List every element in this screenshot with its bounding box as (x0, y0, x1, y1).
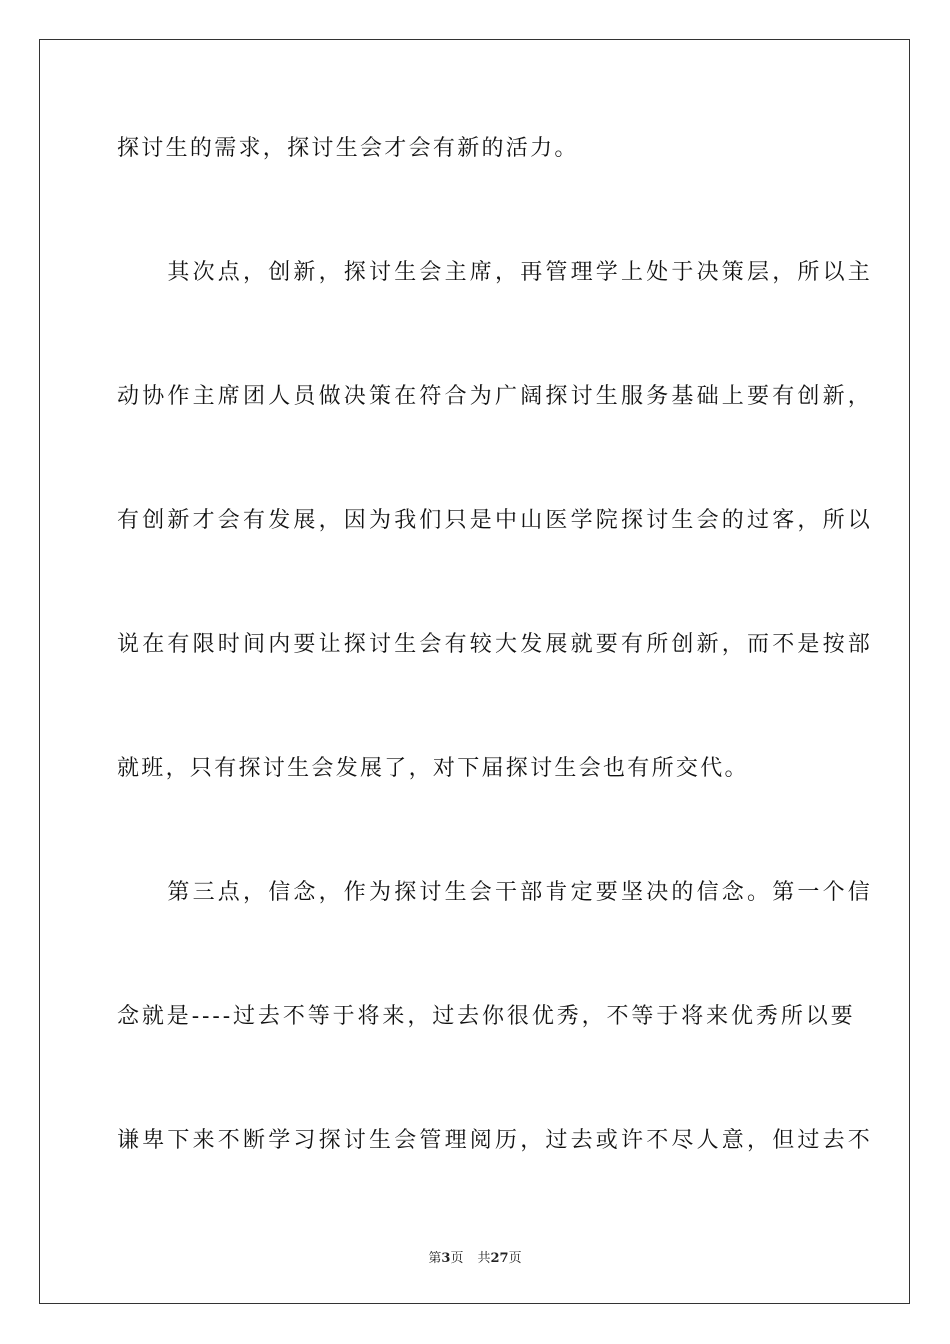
body-line-2: 其次点，创新，探讨生会主席，再管理学上处于决策层，所以主 (117, 260, 874, 285)
body-line-1: 探讨生的需求，探讨生会才会有新的活力。 (117, 136, 579, 161)
body-line-3: 动协作主席团人员做决策在符合为广阔探讨生服务基础上要有创新， (117, 384, 874, 409)
total-pages: 27 (490, 1251, 509, 1266)
page-footer (0, 1247, 950, 1266)
body-line-8: 念就是----过去不等于将来，过去你很优秀，不等于将来优秀所以要 (117, 1004, 856, 1029)
page-suffix: 页 (450, 1251, 464, 1266)
total-prefix: 共 (477, 1251, 491, 1266)
body-line-5: 说在有限时间内要让探讨生会有较大发展就要有所创新，而不是按部 (117, 632, 874, 657)
page-prefix: 第 (428, 1251, 442, 1266)
body-line-7: 第三点，信念，作为探讨生会干部肯定要坚决的信念。第一个信 (117, 880, 874, 905)
body-line-9: 谦卑下来不断学习探讨生会管理阅历，过去或许不尽人意，但过去不 (117, 1128, 874, 1153)
body-line-6: 就班，只有探讨生会发展了，对下届探讨生会也有所交代。 (117, 756, 749, 781)
body-line-4: 有创新才会有发展，因为我们只是中山医学院探讨生会的过客，所以 (117, 508, 874, 533)
total-suffix: 页 (508, 1251, 522, 1266)
page-frame (39, 39, 910, 1304)
page-number: 3 (441, 1251, 451, 1266)
